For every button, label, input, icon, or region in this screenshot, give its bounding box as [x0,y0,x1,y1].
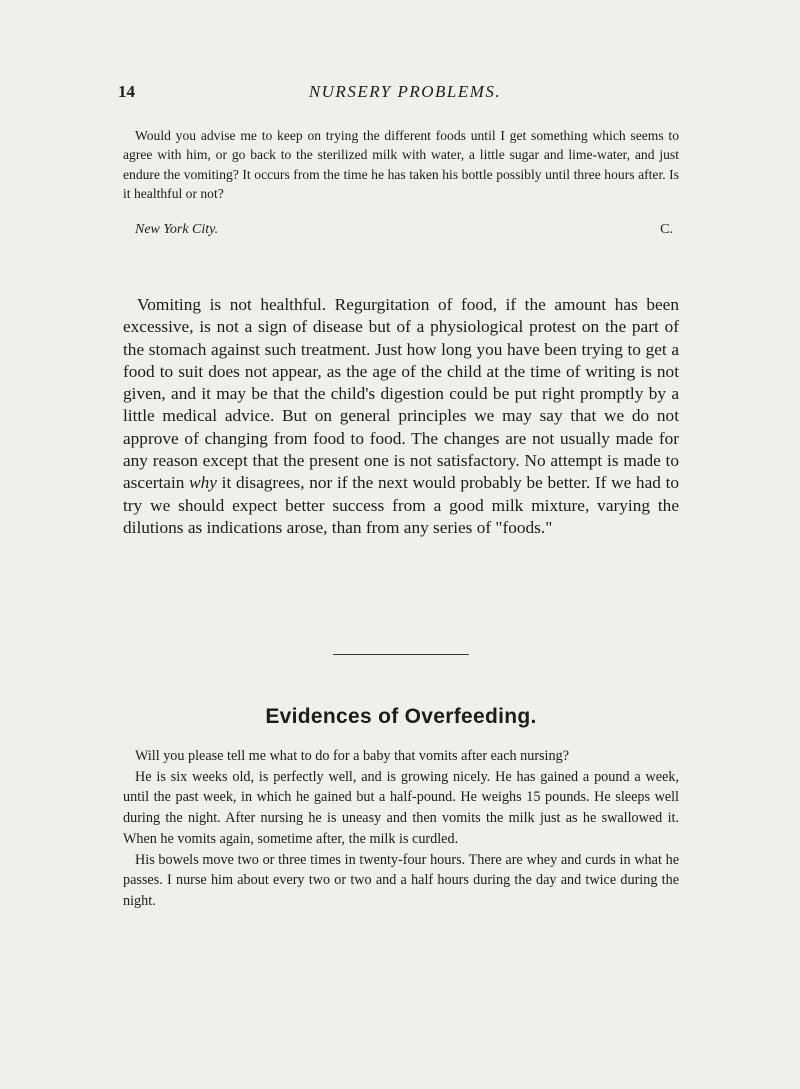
question-paragraph: His bowels move two or three times in twenty-four hours. There are whey and curds in what he passes. I nurse him about every two or two and a half hours during the day and twice during the night. [123,851,679,909]
overfeeding-question [123,746,679,912]
letter-signature [135,222,673,238]
page-number: 14 [118,82,135,101]
editor-answer [123,294,679,539]
answer-text-part-2: it disagrees, nor if the next would probably be better. If we had to try we should expect better success from a good milk mixture, varying the dilutions as indications arose, than from any series of "foods." [123,473,680,537]
running-title: NURSERY PROBLEMS. [308,82,502,101]
question-paragraph: He is six weeks old, is perfectly well, and is growing nicely. He has gained a pound a week, until the past week, in which he gained but a half-pound. He weighs 15 pounds. He sleeps well during the night. After nursing he is uneasy and then vomits the milk just as he swallowed it. When he vomits again, sometime after, the milk is curdled. [123,768,679,847]
letter-initial: C. [660,222,673,237]
answer-text-part-1: Vomiting is not healthful. Regurgitation of food, if the amount has been excessive, is not a sign of disease but of a physiological protest on the part of the stomach against such treatment. Just how long you have been trying to get a food to suit does not appear, as the age of the child at the time of writing is not given, and it may be that the child's digestion could be put right promptly by a little medical advice. But on general principles we may say that we do not approve of changing from food to food. The changes are not usually made for any reason except that the present one is not satisfactory. No attempt is made to ascertain [123,295,679,493]
question-paragraph: Will you please tell me what to do for a baby that vomits after each nursing? [135,748,569,764]
section-heading: Evidences of Overfeeding. [265,705,537,728]
page-header [118,82,692,102]
letter-place: New York City. [135,222,219,237]
reader-letter: Would you advise me to keep on trying the different foods until I get something which seems to agree with him, or go back to the sterilized milk with water, a little sugar and lime-water, and just endure the vomiting? It occurs from the time he has taken his bottle possibly until three hours after. Is it healthful or not? [123,128,679,201]
answer-emphasis: why [189,473,217,493]
section-divider [333,654,469,655]
